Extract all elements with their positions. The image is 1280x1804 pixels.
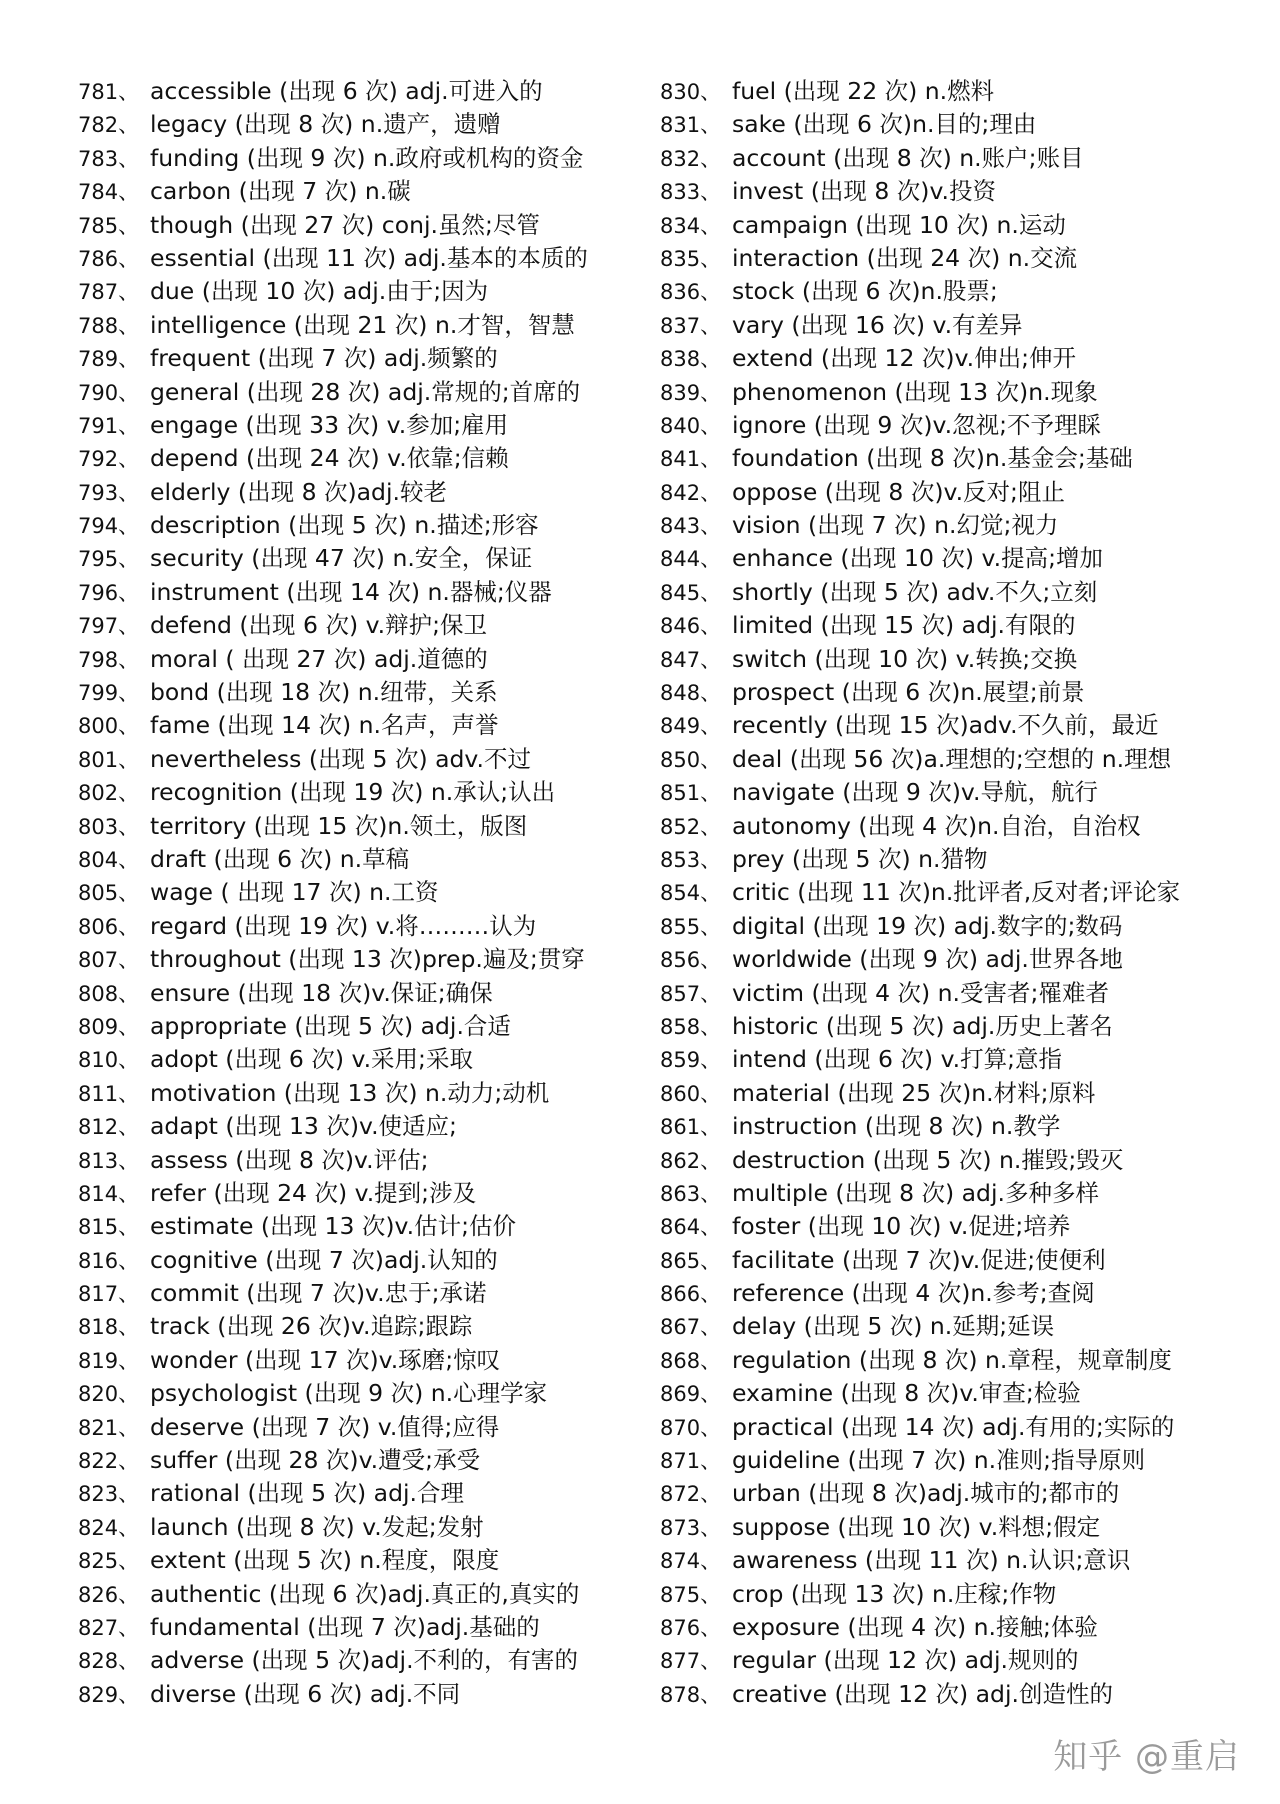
entry-number: 832、 xyxy=(660,146,722,171)
vocab-entry xyxy=(78,275,638,308)
vocab-entry xyxy=(660,1511,1220,1544)
entry-number: 873、 xyxy=(660,1515,722,1540)
entry-number: 809、 xyxy=(78,1014,140,1039)
vocab-entry xyxy=(78,776,638,809)
entry-number: 782、 xyxy=(78,113,140,138)
entry-text: adapt (出现 13 次)v.使适应; xyxy=(150,1112,457,1141)
entry-text: guideline (出现 7 次) n.准则;指导原则 xyxy=(732,1446,1146,1475)
entry-text: rational (出现 5 次) adj.合理 xyxy=(150,1479,464,1508)
entry-text: launch (出现 8 次) v.发起;发射 xyxy=(150,1512,484,1541)
entry-text: intend (出现 6 次) v.打算;意指 xyxy=(732,1045,1063,1074)
vocab-entry xyxy=(660,542,1220,575)
entry-number: 822、 xyxy=(78,1449,140,1474)
vocab-entry xyxy=(660,876,1220,909)
entry-number: 818、 xyxy=(78,1315,140,1340)
entry-number: 784、 xyxy=(78,180,140,205)
entry-text: instrument (出现 14 次) n.器械;仪器 xyxy=(150,577,552,606)
entry-text: worldwide (出现 9 次) adj.世界各地 xyxy=(732,945,1123,974)
vocab-entry xyxy=(78,1377,638,1410)
entry-number: 866、 xyxy=(660,1282,722,1307)
entry-number: 788、 xyxy=(78,313,140,338)
entry-number: 851、 xyxy=(660,781,722,806)
vocab-entry xyxy=(660,1043,1220,1076)
entry-text: enhance (出现 10 次) v.提高;增加 xyxy=(732,544,1104,573)
vocab-entry xyxy=(660,275,1220,308)
entry-number: 787、 xyxy=(78,280,140,305)
entry-number: 848、 xyxy=(660,681,722,706)
vocab-entry xyxy=(78,1077,638,1110)
entry-text: delay (出现 5 次) n.延期;延误 xyxy=(732,1312,1055,1341)
vocab-entry xyxy=(660,1144,1220,1177)
entry-text: wage ( 出现 17 次) n.工资 xyxy=(150,878,439,907)
vocab-entry xyxy=(78,1411,638,1444)
entry-text: regulation (出现 8 次) n.章程，规章制度 xyxy=(732,1345,1172,1374)
vocab-entry xyxy=(660,509,1220,542)
vocab-entry xyxy=(660,643,1220,676)
entry-number: 878、 xyxy=(660,1682,722,1707)
vocab-entry xyxy=(660,108,1220,141)
vocab-entry xyxy=(660,1210,1220,1243)
entry-text: legacy (出现 8 次) n.遗产，遗赠 xyxy=(150,110,501,139)
entry-text: sake (出现 6 次)n.目的;理由 xyxy=(732,110,1037,139)
vocab-entry xyxy=(78,643,638,676)
vocab-entry xyxy=(78,1611,638,1644)
entry-number: 806、 xyxy=(78,914,140,939)
vocab-entry xyxy=(660,1544,1220,1577)
entry-number: 859、 xyxy=(660,1048,722,1073)
entry-number: 786、 xyxy=(78,246,140,271)
entry-number: 849、 xyxy=(660,714,722,739)
entry-text: estimate (出现 13 次)v.估计;估价 xyxy=(150,1212,517,1241)
entry-text: appropriate (出现 5 次) adj.合适 xyxy=(150,1011,511,1040)
vocab-entry xyxy=(660,609,1220,642)
entry-text: facilitate (出现 7 次)v.促进;使便利 xyxy=(732,1245,1106,1274)
entry-number: 805、 xyxy=(78,881,140,906)
vocab-entry xyxy=(660,1077,1220,1110)
entry-text: motivation (出现 13 次) n.动力;动机 xyxy=(150,1078,550,1107)
entry-text: suffer (出现 28 次)v.遭受;承受 xyxy=(150,1446,481,1475)
entry-text: campaign (出现 10 次) n.运动 xyxy=(732,210,1066,239)
entry-number: 856、 xyxy=(660,948,722,973)
vocab-entry xyxy=(660,743,1220,776)
entry-number: 834、 xyxy=(660,213,722,238)
vocab-entry xyxy=(78,1678,638,1711)
vocab-entry xyxy=(660,442,1220,475)
entry-text: wonder (出现 17 次)v.琢磨;惊叹 xyxy=(150,1345,501,1374)
vocab-entry xyxy=(78,209,638,242)
vocab-entry xyxy=(78,810,638,843)
vocab-entry xyxy=(660,943,1220,976)
entry-text: material (出现 25 次)n.材料;原料 xyxy=(732,1078,1096,1107)
entry-number: 835、 xyxy=(660,246,722,271)
entry-number: 833、 xyxy=(660,180,722,205)
entry-text: essential (出现 11 次) adj.基本的本质的 xyxy=(150,243,588,272)
vocab-entry xyxy=(78,409,638,442)
entry-number: 826、 xyxy=(78,1582,140,1607)
entry-number: 861、 xyxy=(660,1115,722,1140)
entry-text: recognition (出现 19 次) n.承认;认出 xyxy=(150,778,556,807)
entry-text: reference (出现 4 次)n.参考;查阅 xyxy=(732,1279,1095,1308)
entry-text: psychologist (出现 9 次) n.心理学家 xyxy=(150,1379,548,1408)
entry-text: prey (出现 5 次) n.猎物 xyxy=(732,844,988,873)
entry-text: crop (出现 13 次) n.庄稼;作物 xyxy=(732,1579,1057,1608)
vocab-entry xyxy=(78,1110,638,1143)
vocab-entry xyxy=(660,1277,1220,1310)
entry-number: 791、 xyxy=(78,413,140,438)
entry-number: 865、 xyxy=(660,1248,722,1273)
entry-text: creative (出现 12 次) adj.创造性的 xyxy=(732,1679,1113,1708)
entry-text: cognitive (出现 7 次)adj.认知的 xyxy=(150,1245,498,1274)
entry-number: 868、 xyxy=(660,1348,722,1373)
entry-text: commit (出现 7 次)v.忠于;承诺 xyxy=(150,1279,487,1308)
vocab-entry xyxy=(660,709,1220,742)
vocab-entry xyxy=(78,1144,638,1177)
vocab-entry xyxy=(78,876,638,909)
vocab-list-left xyxy=(78,75,638,1711)
entry-text: refer (出现 24 次) v.提到;涉及 xyxy=(150,1178,477,1207)
vocab-entry xyxy=(660,1244,1220,1277)
entry-number: 857、 xyxy=(660,981,722,1006)
entry-text: stock (出现 6 次)n.股票; xyxy=(732,277,998,306)
vocab-entry xyxy=(660,1110,1220,1143)
entry-text: diverse (出现 6 次) adj.不同 xyxy=(150,1679,461,1708)
vocab-entry xyxy=(660,1477,1220,1510)
entry-number: 810、 xyxy=(78,1048,140,1073)
vocab-entry xyxy=(660,175,1220,208)
vocab-entry xyxy=(660,776,1220,809)
entry-number: 783、 xyxy=(78,146,140,171)
entry-number: 814、 xyxy=(78,1181,140,1206)
vocab-entry xyxy=(660,342,1220,375)
vocab-entry xyxy=(78,175,638,208)
entry-text: invest (出现 8 次)v.投资 xyxy=(732,177,996,206)
vocab-list-right xyxy=(660,75,1220,1711)
entry-text: due (出现 10 次) adj.由于;因为 xyxy=(150,277,489,306)
entry-number: 876、 xyxy=(660,1615,722,1640)
entry-text: fuel (出现 22 次) n.燃料 xyxy=(732,77,995,105)
entry-text: draft (出现 6 次) n.草稿 xyxy=(150,844,410,873)
entry-number: 789、 xyxy=(78,347,140,372)
entry-number: 821、 xyxy=(78,1415,140,1440)
vocab-entry xyxy=(78,1310,638,1343)
entry-number: 841、 xyxy=(660,447,722,472)
entry-text: awareness (出现 11 次) n.认识;意识 xyxy=(732,1546,1131,1575)
vocab-entry xyxy=(78,108,638,141)
vocab-entry xyxy=(660,376,1220,409)
vocab-entry xyxy=(78,1644,638,1677)
vocab-entry xyxy=(78,1010,638,1043)
entry-text: engage (出现 33 次) v.参加;雇用 xyxy=(150,410,509,439)
entry-number: 843、 xyxy=(660,514,722,539)
entry-number: 785、 xyxy=(78,213,140,238)
entry-text: bond (出现 18 次) n.纽带，关系 xyxy=(150,678,498,707)
vocab-entry xyxy=(78,709,638,742)
entry-text: deal (出现 56 次)a.理想的;空想的 n.理想 xyxy=(732,744,1172,773)
vocab-entry xyxy=(78,977,638,1010)
entry-number: 869、 xyxy=(660,1382,722,1407)
entry-number: 813、 xyxy=(78,1148,140,1173)
entry-text: navigate (出现 9 次)v.导航，航行 xyxy=(732,778,1098,807)
entry-text: fundamental (出现 7 次)adj.基础的 xyxy=(150,1612,540,1641)
vocab-entry xyxy=(78,75,638,108)
vocab-entry xyxy=(660,142,1220,175)
entry-text: historic (出现 5 次) adj.历史上著名 xyxy=(732,1011,1113,1040)
vocab-entry xyxy=(78,242,638,275)
vocab-entry xyxy=(78,1043,638,1076)
entry-number: 797、 xyxy=(78,614,140,639)
vocab-entry xyxy=(660,409,1220,442)
vocab-entry xyxy=(78,1477,638,1510)
vocab-entry xyxy=(78,910,638,943)
entry-text: examine (出现 8 次)v.审查;检验 xyxy=(732,1379,1081,1408)
vocab-entry xyxy=(78,509,638,542)
vocab-entry xyxy=(78,476,638,509)
entry-number: 830、 xyxy=(660,80,722,104)
entry-text: adverse (出现 5 次)adj.不利的，有害的 xyxy=(150,1646,579,1675)
entry-text: funding (出现 9 次) n.政府或机构的资金 xyxy=(150,143,584,172)
entry-number: 816、 xyxy=(78,1248,140,1273)
vocab-entry xyxy=(78,676,638,709)
entry-number: 850、 xyxy=(660,747,722,772)
vocab-entry xyxy=(78,442,638,475)
vocab-entry xyxy=(660,1678,1220,1711)
vocab-entry xyxy=(78,1578,638,1611)
entry-text: regular (出现 12 次) adj.规则的 xyxy=(732,1646,1079,1675)
vocab-entry xyxy=(78,1210,638,1243)
vocab-entry xyxy=(660,242,1220,275)
entry-number: 845、 xyxy=(660,580,722,605)
entry-text: security (出现 47 次) n.安全，保证 xyxy=(150,544,533,573)
entry-number: 824、 xyxy=(78,1515,140,1540)
entry-number: 837、 xyxy=(660,313,722,338)
vocab-entry xyxy=(660,810,1220,843)
entry-number: 844、 xyxy=(660,547,722,572)
entry-number: 796、 xyxy=(78,580,140,605)
entry-text: destruction (出现 5 次) n.摧毁;毁灭 xyxy=(732,1145,1124,1174)
entry-number: 820、 xyxy=(78,1382,140,1407)
entry-text: extend (出现 12 次)v.伸出;伸开 xyxy=(732,344,1077,373)
entry-text: urban (出现 8 次)adj.城市的;都市的 xyxy=(732,1479,1120,1508)
entry-number: 867、 xyxy=(660,1315,722,1340)
entry-text: account (出现 8 次) n.账户;账目 xyxy=(732,143,1084,172)
entry-number: 804、 xyxy=(78,847,140,872)
vocab-entry xyxy=(660,1644,1220,1677)
entry-number: 829、 xyxy=(78,1682,140,1707)
entry-number: 828、 xyxy=(78,1649,140,1674)
entry-number: 870、 xyxy=(660,1415,722,1440)
vocab-entry xyxy=(78,843,638,876)
entry-number: 799、 xyxy=(78,681,140,706)
entry-text: regard (出现 19 次) v.将………认为 xyxy=(150,911,537,940)
entry-text: interaction (出现 24 次) n.交流 xyxy=(732,243,1078,272)
entry-number: 827、 xyxy=(78,1615,140,1640)
entry-number: 839、 xyxy=(660,380,722,405)
entry-text: recently (出现 15 次)adv.不久前，最近 xyxy=(732,711,1159,740)
entry-text: depend (出现 24 次) v.依靠;信赖 xyxy=(150,444,509,473)
entry-text: though (出现 27 次) conj.虽然;尽管 xyxy=(150,210,540,239)
entry-number: 877、 xyxy=(660,1649,722,1674)
vocab-entry xyxy=(78,1444,638,1477)
vocab-entry xyxy=(660,1411,1220,1444)
vocab-entry xyxy=(78,1544,638,1577)
entry-text: vary (出现 16 次) v.有差异 xyxy=(732,310,1023,339)
entry-number: 819、 xyxy=(78,1348,140,1373)
vocab-entry xyxy=(78,1511,638,1544)
entry-number: 855、 xyxy=(660,914,722,939)
entry-text: extent (出现 5 次) n.程度，限度 xyxy=(150,1546,500,1575)
vocab-entry xyxy=(78,943,638,976)
vocab-entry xyxy=(660,476,1220,509)
vocab-entry xyxy=(660,1177,1220,1210)
entry-number: 807、 xyxy=(78,948,140,973)
entry-number: 864、 xyxy=(660,1215,722,1240)
entry-number: 871、 xyxy=(660,1449,722,1474)
vocab-entry xyxy=(78,342,638,375)
entry-number: 823、 xyxy=(78,1482,140,1507)
entry-text: frequent (出现 7 次) adj.频繁的 xyxy=(150,344,498,373)
entry-text: autonomy (出现 4 次)n.自治，自治权 xyxy=(732,811,1141,840)
entry-number: 798、 xyxy=(78,647,140,672)
entry-number: 792、 xyxy=(78,447,140,472)
vocab-entry xyxy=(660,309,1220,342)
entry-text: ignore (出现 9 次)v.忽视;不予理睬 xyxy=(732,410,1101,439)
entry-number: 842、 xyxy=(660,480,722,505)
entry-number: 872、 xyxy=(660,1482,722,1507)
entry-number: 803、 xyxy=(78,814,140,839)
vocab-entry xyxy=(660,676,1220,709)
entry-text: accessible (出现 6 次) adj.可进入的 xyxy=(150,77,543,105)
entry-text: critic (出现 11 次)n.批评者,反对者;评论家 xyxy=(732,878,1181,907)
vocab-entry xyxy=(660,1010,1220,1043)
entry-number: 862、 xyxy=(660,1148,722,1173)
entry-number: 874、 xyxy=(660,1549,722,1574)
entry-number: 801、 xyxy=(78,747,140,772)
entry-number: 863、 xyxy=(660,1181,722,1206)
vocab-entry xyxy=(660,843,1220,876)
entry-number: 838、 xyxy=(660,347,722,372)
entry-text: defend (出现 6 次) v.辩护;保卫 xyxy=(150,611,488,640)
entry-text: foster (出现 10 次) v.促进;培养 xyxy=(732,1212,1071,1241)
entry-number: 831、 xyxy=(660,113,722,138)
entry-text: exposure (出现 4 次) n.接触;体验 xyxy=(732,1612,1098,1641)
entry-text: authentic (出现 6 次)adj.真正的,真实的 xyxy=(150,1579,580,1608)
entry-text: description (出现 5 次) n.描述;形容 xyxy=(150,511,539,540)
vocab-entry xyxy=(660,576,1220,609)
entry-text: elderly (出现 8 次)adj.较老 xyxy=(150,477,447,506)
entry-number: 860、 xyxy=(660,1081,722,1106)
entry-text: track (出现 26 次)v.追踪;跟踪 xyxy=(150,1312,473,1341)
entry-text: digital (出现 19 次) adj.数字的;数码 xyxy=(732,911,1123,940)
entry-text: general (出现 28 次) adj.常规的;首席的 xyxy=(150,377,581,406)
entry-text: adopt (出现 6 次) v.采用;采取 xyxy=(150,1045,473,1074)
vocab-entry xyxy=(78,309,638,342)
entry-text: practical (出现 14 次) adj.有用的;实际的 xyxy=(732,1412,1175,1441)
vocab-entry xyxy=(78,743,638,776)
vocab-entry xyxy=(660,75,1220,108)
entry-text: deserve (出现 7 次) v.值得;应得 xyxy=(150,1412,500,1441)
entry-number: 858、 xyxy=(660,1014,722,1039)
entry-text: phenomenon (出现 13 次)n.现象 xyxy=(732,377,1098,406)
entry-text: ensure (出现 18 次)v.保证;确保 xyxy=(150,978,493,1007)
vocab-entry xyxy=(78,1177,638,1210)
entry-text: multiple (出现 8 次) adj.多种多样 xyxy=(732,1178,1099,1207)
entry-text: prospect (出现 6 次)n.展望;前景 xyxy=(732,678,1085,707)
entry-text: vision (出现 7 次) n.幻觉;视力 xyxy=(732,511,1059,540)
vocab-entry xyxy=(78,1344,638,1377)
vocab-entry xyxy=(78,142,638,175)
vocab-entry xyxy=(660,910,1220,943)
vocab-entry xyxy=(660,1611,1220,1644)
vocab-entry xyxy=(660,1344,1220,1377)
entry-text: suppose (出现 10 次) v.料想;假定 xyxy=(732,1512,1101,1541)
entry-number: 800、 xyxy=(78,714,140,739)
entry-number: 802、 xyxy=(78,781,140,806)
entry-number: 853、 xyxy=(660,847,722,872)
entry-number: 852、 xyxy=(660,814,722,839)
vocab-entry xyxy=(660,1310,1220,1343)
entry-text: fame (出现 14 次) n.名声，声誉 xyxy=(150,711,499,740)
entry-number: 815、 xyxy=(78,1215,140,1240)
entry-number: 781、 xyxy=(78,80,140,104)
vocab-entry xyxy=(78,376,638,409)
entry-number: 794、 xyxy=(78,514,140,539)
entry-text: moral ( 出现 27 次) adj.道德的 xyxy=(150,644,488,673)
vocab-entry xyxy=(660,1578,1220,1611)
entry-text: shortly (出现 5 次) adv.不久;立刻 xyxy=(732,577,1098,606)
entry-number: 808、 xyxy=(78,981,140,1006)
vocab-entry xyxy=(660,977,1220,1010)
entry-number: 793、 xyxy=(78,480,140,505)
entry-text: instruction (出现 8 次) n.教学 xyxy=(732,1112,1061,1141)
entry-number: 854、 xyxy=(660,881,722,906)
watermark: 知乎 @重启 xyxy=(1053,1737,1240,1777)
vocab-entry xyxy=(660,1444,1220,1477)
entry-number: 847、 xyxy=(660,647,722,672)
entry-number: 840、 xyxy=(660,413,722,438)
entry-number: 790、 xyxy=(78,380,140,405)
entry-number: 817、 xyxy=(78,1282,140,1307)
vocab-entry xyxy=(660,209,1220,242)
entry-text: intelligence (出现 21 次) n.才智，智慧 xyxy=(150,310,575,339)
vocab-entry xyxy=(78,576,638,609)
entry-text: switch (出现 10 次) v.转换;交换 xyxy=(732,644,1078,673)
entry-number: 836、 xyxy=(660,280,722,305)
vocab-entry xyxy=(78,542,638,575)
entry-text: foundation (出现 8 次)n.基金会;基础 xyxy=(732,444,1133,473)
entry-number: 795、 xyxy=(78,547,140,572)
entry-text: throughout (出现 13 次)prep.遍及;贯穿 xyxy=(150,945,585,974)
vocab-entry xyxy=(660,1377,1220,1410)
vocab-entry xyxy=(78,1244,638,1277)
entry-text: victim (出现 4 次) n.受害者;罹难者 xyxy=(732,978,1109,1007)
entry-number: 812、 xyxy=(78,1115,140,1140)
entry-number: 811、 xyxy=(78,1081,140,1106)
entry-text: oppose (出现 8 次)v.反对;阻止 xyxy=(732,477,1065,506)
vocab-entry xyxy=(78,1277,638,1310)
entry-text: nevertheless (出现 5 次) adv.不过 xyxy=(150,744,531,773)
entry-text: territory (出现 15 次)n.领土，版图 xyxy=(150,811,528,840)
entry-text: carbon (出现 7 次) n.碳 xyxy=(150,177,411,206)
entry-text: limited (出现 15 次) adj.有限的 xyxy=(732,611,1076,640)
entry-number: 846、 xyxy=(660,614,722,639)
vocab-entry xyxy=(78,609,638,642)
entry-number: 825、 xyxy=(78,1549,140,1574)
entry-number: 875、 xyxy=(660,1582,722,1607)
entry-text: assess (出现 8 次)v.评估; xyxy=(150,1145,429,1174)
